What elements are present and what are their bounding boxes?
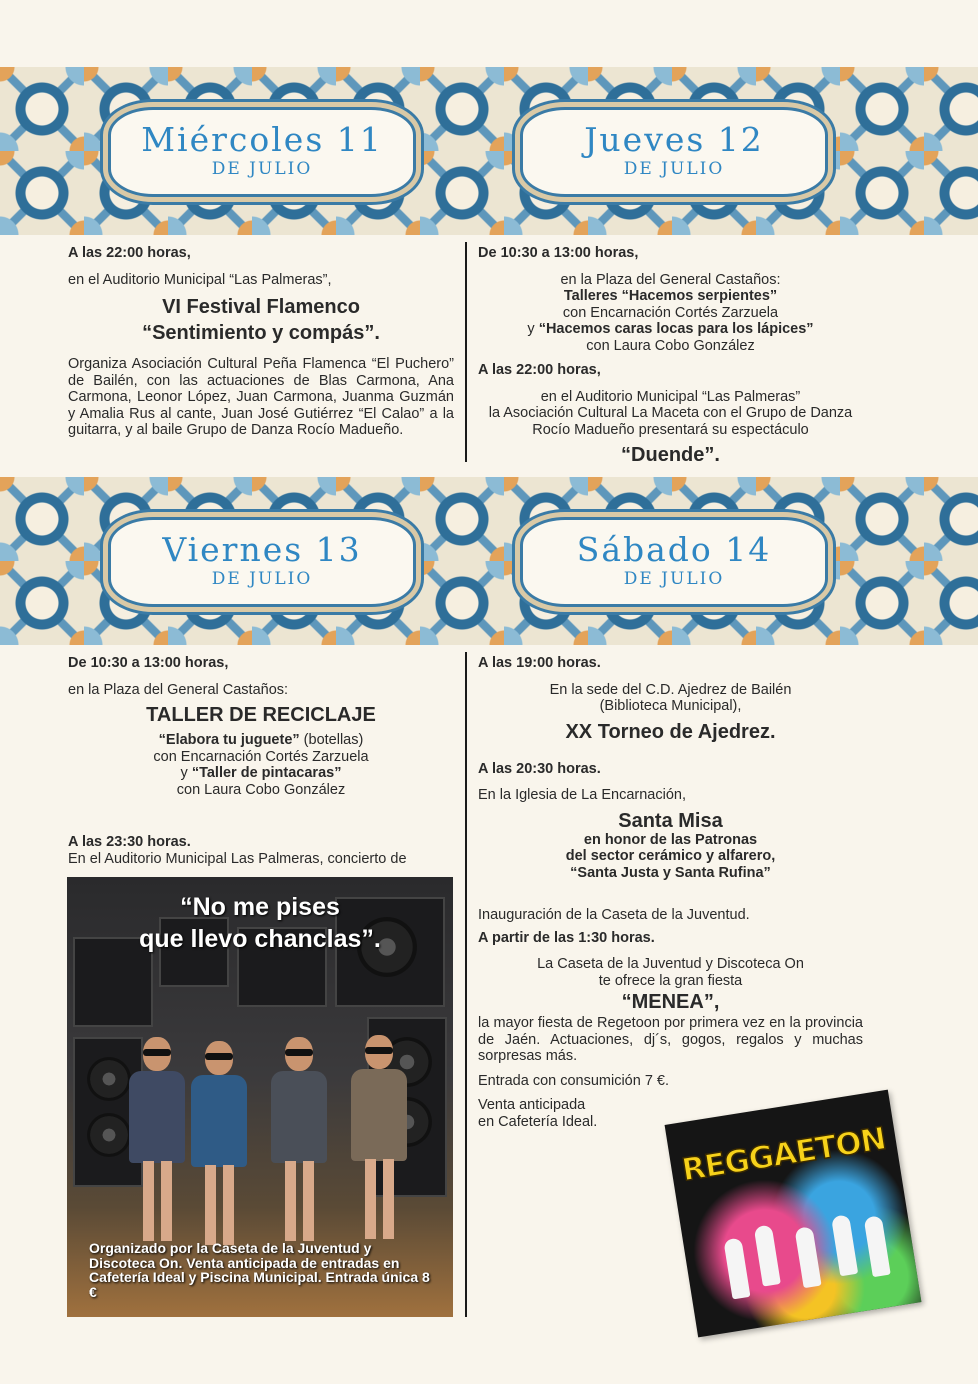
day-title: Sábado 14 [576, 530, 772, 569]
event-time: De 10:30 a 13:00 horas, [68, 655, 229, 671]
workshop-heading: TALLER DE RECICLAJE [146, 704, 376, 726]
event-time: A las 19:00 horas. [478, 655, 601, 671]
workshop-host-2: con Laura Cobo González [586, 337, 755, 354]
event-time-2: A las 22:00 horas, [478, 362, 601, 378]
event-description: Organiza Asociación Cultural Peña Flamenca “El Puchero” de Bailén, con las actuaciones de Blas Carmona, Ana Carmona, Leonor López, Juan Carmona, Juanma Guzmán y Amalia Rus al cante, Juan José Gutiérrez “El Calao” a la guitarra, y al baile Grupo de Danza Rocío Madueño. [68, 356, 454, 438]
party-description: la mayor fiesta de Regetoon por primera vez en la provincia de Jaén. Actuaciones, dj´s, gogos, regalos y muchas sorpresas más. [478, 1015, 863, 1064]
inauguration-text: Inauguración de la Caseta de la Juventud. [478, 907, 750, 923]
event-venue-2: en el Auditorio Municipal “Las Palmeras” [540, 388, 801, 405]
wednesday-section [68, 245, 454, 439]
event-time: A las 22:00 horas, [68, 245, 191, 261]
workshop-title: Talleres “Hacemos serpientes” [563, 288, 778, 304]
mass-title: Santa Misa [618, 809, 723, 832]
event-presenter: la Asociación Cultural La Maceta con el Grupo de Danza Rocío Madueño presentará su espectáculo [488, 405, 853, 438]
event-venue-2: En el Auditorio Municipal Las Palmeras, concierto de [68, 850, 407, 867]
workshop-host: con Encarnación Cortés Zarzuela [153, 748, 369, 765]
tile-banner-middle [0, 477, 978, 645]
workshop-title-2: y “Hacemos caras locas para los lápices” [527, 321, 814, 337]
day-heading-saturday [520, 517, 828, 607]
event-venue: en el Auditorio Municipal “Las Palmeras”, [68, 271, 332, 288]
event-time-2: A las 23:30 horas. [68, 834, 191, 850]
concert-photo [67, 877, 453, 1317]
day-month: DE JULIO [623, 569, 725, 589]
saturday-section [478, 655, 863, 1130]
band-member [347, 1035, 409, 1245]
concert-caption: Organizado por la Caseta de la Juventud y Discoteca On. Venta anticipada de entradas en Cafetería Ideal y Piscina Municipal. Entrada única 8 € [89, 1240, 430, 1300]
show-title: “Duende”. [621, 444, 720, 466]
event-venue: en la Plaza del General Castaños: [560, 271, 781, 288]
day-title: Jueves 12 [584, 120, 764, 159]
workshop-item-1: “Elabora tu juguete” (botellas) [158, 732, 364, 748]
day-title: Viernes 13 [162, 530, 362, 569]
tile-banner-top [0, 67, 978, 235]
band-member [267, 1037, 329, 1247]
concert-title: “No me pises que llevo chanclas”. [139, 893, 381, 953]
day-month: DE JULIO [211, 569, 313, 589]
band-member [125, 1037, 187, 1247]
event-title: VI Festival Flamenco [162, 296, 360, 318]
event-subtitle: “Sentimiento y compás”. [142, 322, 380, 344]
day-month: DE JULIO [623, 159, 725, 179]
presale-line-1: Venta anticipada [478, 1097, 586, 1113]
workshop-host-2: con Laura Cobo González [176, 781, 346, 798]
column-divider [465, 652, 467, 1317]
column-divider [465, 242, 467, 462]
reggaeton-poster [665, 1090, 922, 1338]
mass-honor-2: del sector cerámico y alfarero, [565, 848, 776, 864]
day-title: Miércoles 11 [141, 120, 383, 159]
workshop-host: con Encarnación Cortés Zarzuela [562, 304, 779, 321]
party-entry: Entrada con consumición 7 €. [478, 1072, 670, 1089]
presale-line-2: en Cafetería Ideal. [478, 1113, 598, 1130]
day-heading-friday [108, 517, 416, 607]
band-member [187, 1041, 249, 1251]
party-host: La Caseta de la Juventud y Discoteca On [537, 956, 804, 972]
party-offer: te ofrece la gran fiesta [598, 972, 743, 989]
event-venue: En la sede del C.D. Ajedrez de Bailén [549, 681, 792, 698]
day-month: DE JULIO [211, 159, 313, 179]
event-venue: en la Plaza del General Castaños: [68, 681, 289, 698]
mass-honor: en honor de las Patronas [583, 831, 758, 848]
event-venue-detail: (Biblioteca Municipal), [599, 698, 742, 714]
thursday-section [478, 245, 863, 468]
poster-title: REGGAETON [679, 1120, 889, 1189]
event-venue-2: En la Iglesia de La Encarnación, [478, 787, 686, 803]
chess-tournament: XX Torneo de Ajedrez. [565, 720, 776, 743]
event-time-2: A las 20:30 horas. [478, 760, 601, 777]
party-name: “MENEA”, [621, 991, 720, 1013]
event-time-3: A partir de las 1:30 horas. [478, 929, 655, 946]
event-time: De 10:30 a 13:00 horas, [478, 245, 639, 261]
day-heading-wednesday [108, 107, 416, 197]
day-heading-thursday [520, 107, 828, 197]
mass-honor-3: “Santa Justa y Santa Rufina” [570, 864, 771, 881]
workshop-item-2: y “Taller de pintacaras” [180, 765, 342, 781]
friday-section [68, 655, 454, 867]
